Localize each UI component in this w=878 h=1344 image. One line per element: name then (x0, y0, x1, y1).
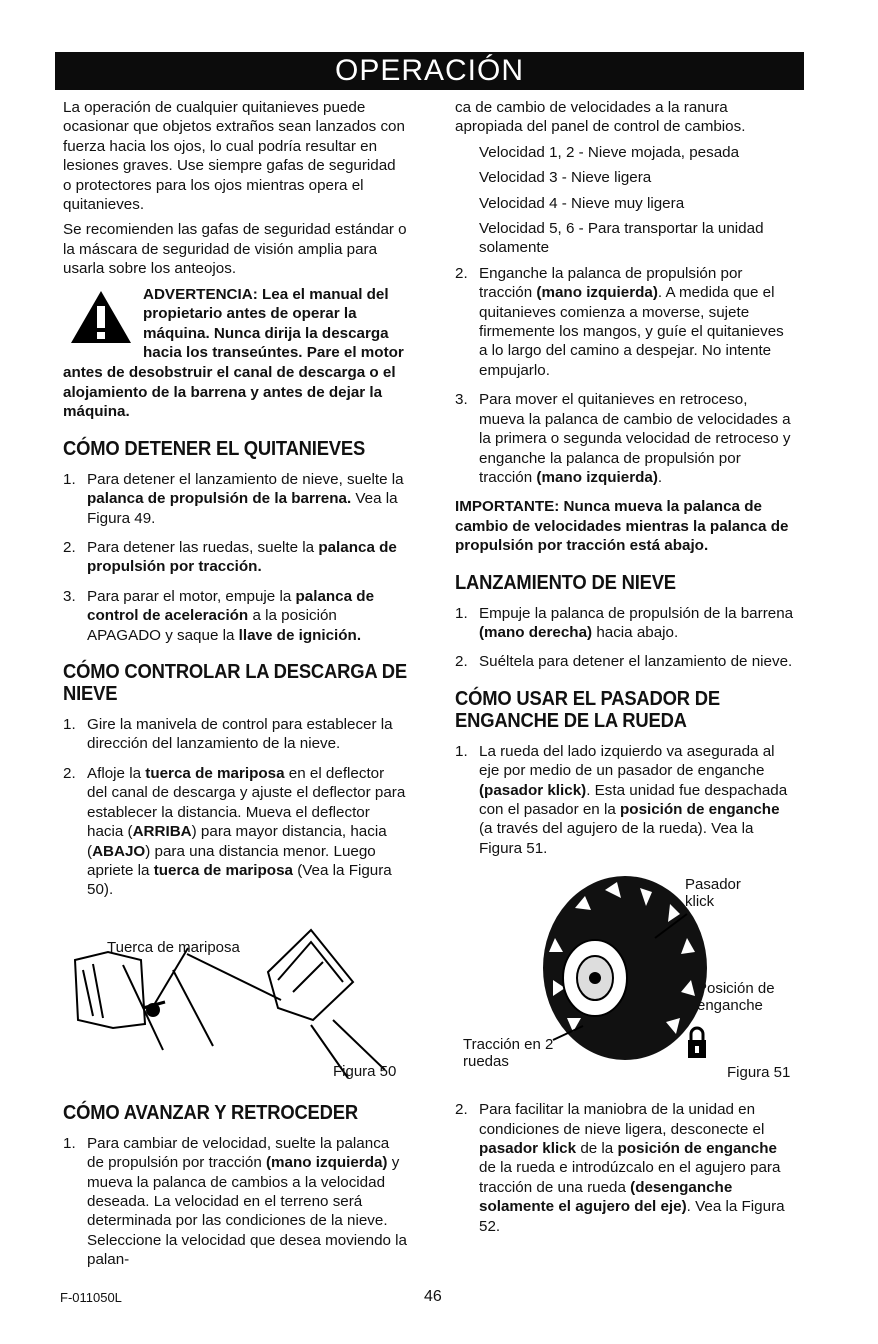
list-text: hacia abajo. (592, 623, 679, 641)
list-number: 2. (63, 764, 76, 782)
page-number: 46 (424, 1288, 442, 1305)
list-bold: (pasador klick) (479, 781, 587, 799)
warning-block (63, 285, 408, 422)
list-text: Afloje la (87, 764, 146, 782)
list-item (63, 715, 408, 754)
list-bold: palanca de propulsión de la barrena. (87, 490, 352, 508)
figure-caption: Figura 50 (333, 1062, 397, 1080)
list-text: . A medida que el quitanieves comienza a moverse, sujete firmemente los mangos, y guíe el quitanieves a lo largo del camino a despejar. No intente empujarlo. (479, 284, 784, 379)
list-text: ) para mayor distancia, hacia ( (87, 823, 387, 860)
list-number: 3. (63, 587, 76, 605)
figure-label-engage-position: Posición de enganche (697, 980, 775, 1015)
list-bold: palanca de propulsión por tracción. (87, 539, 397, 576)
list-text: Para cambiar de velocidad, suelte la palanca de propulsión por tracción (87, 1134, 390, 1172)
list-bold: (mano izquierda) (536, 284, 658, 302)
pin-list (455, 742, 795, 858)
list-number: 1. (455, 604, 468, 622)
list-item (455, 652, 795, 671)
list-text: Enganche la palanca de propulsión por tracción (479, 264, 743, 302)
list-item (63, 470, 408, 528)
list-text: Suéltela para detener el lanzamiento de nieve. (479, 653, 793, 671)
list-text: . Esta unidad fue despachada con el pasador en la (479, 781, 788, 818)
intro-paragraph-2: Se recomienden las gafas de seguridad estándar o la máscara de seguridad de visión amplia para usarla sobre los anteojos. (63, 221, 407, 278)
heading-discharge: CÓMO CONTROLAR LA DESCARGA DE NIEVE (63, 661, 407, 706)
list-number: 1. (63, 470, 76, 488)
speed-line: Velocidad 5, 6 - Para transportar la unidad solamente (479, 220, 764, 257)
list-text: . Vea la Figura 52. (479, 1198, 785, 1235)
advance-list-cont (455, 264, 795, 487)
list-text: Para facilitar la maniobra de la unidad en condiciones de nieve ligera, desconecte el (479, 1101, 765, 1138)
speed-line: Velocidad 1, 2 - Nieve mojada, pesada (479, 143, 740, 161)
heading-throw: LANZAMIENTO DE NIEVE (455, 571, 676, 594)
list-bold: ABAJO (92, 842, 146, 860)
list-number: 3. (455, 391, 468, 409)
throw-list (455, 604, 795, 672)
figure-51 (455, 868, 795, 1088)
figure-50 (63, 920, 408, 1086)
list-text: en el deflector del canal de descarga y ajuste el deflector para establecer la distancia. Mueva el deflector hacia ( (87, 764, 406, 841)
discharge-list (63, 715, 408, 900)
list-item (455, 264, 795, 380)
heading-stop: CÓMO DETENER EL QUITANIEVES (63, 437, 366, 460)
list-bold: (desenganche solamente el agujero del eje) (479, 1178, 733, 1216)
warning-text: ADVERTENCIA: Lea el manual del propietario antes de operar la máquina. Nunca dirija la descarga hacia los transeúntes. Pare el motor antes de desobstruir el canal de descarga o el alojamiento de la barrena y antes de dejar la máquina. (63, 285, 404, 421)
document-code: F-011050L (60, 1290, 122, 1305)
list-text: de la rueda e introdúzcalo en el agujero para tracción de una rueda (479, 1159, 781, 1196)
list-number: 2. (63, 539, 76, 557)
important-note: IMPORTANTE: Nunca mueva la palanca de cambio de velocidades mientras la palanca de propulsión por tracción está abajo. (455, 498, 789, 555)
list-bold: tuerca de mariposa (145, 764, 285, 782)
list-text: ) para una distancia menor. Luego apriete la (87, 842, 376, 879)
list-bold: ARRIBA (132, 823, 192, 841)
list-text: Empuje la palanca de propulsión de la barrena (479, 604, 794, 622)
list-number: 1. (455, 742, 468, 760)
list-text: (Vea la Figura 50). (87, 861, 392, 899)
list-bold: palanca de control de aceleración (87, 587, 375, 625)
list-item (455, 742, 795, 858)
list-text: a la posición APAGADO y saque la (87, 607, 337, 644)
list-number: 2. (455, 264, 468, 282)
pin-list-cont (455, 1100, 795, 1236)
list-number: 2. (455, 1101, 468, 1119)
list-text: . (657, 468, 663, 486)
list-item (63, 587, 408, 645)
warning-triangle-icon (69, 289, 133, 345)
list-number: 1. (63, 716, 76, 734)
list-number: 1. (63, 1134, 76, 1152)
figure-caption: Figura 51 (727, 1064, 791, 1082)
list-item (63, 1134, 408, 1270)
left-column (63, 98, 408, 1280)
heading-advance: CÓMO AVANZAR Y RETROCEDER (63, 1101, 358, 1124)
speed-line: Velocidad 3 - Nieve ligera (479, 169, 652, 187)
list-item (63, 764, 408, 900)
list-bold: posición de enganche (617, 1140, 777, 1157)
figure-label-two-wheel-traction: Tracción en 2 ruedas (463, 1036, 554, 1071)
figure-label-wing-nut: Tuerca de mariposa (107, 938, 240, 956)
list-number: 2. (455, 653, 468, 671)
list-bold: tuerca de mariposa (153, 861, 293, 879)
right-column (455, 98, 795, 1246)
list-text: La rueda del lado izquierdo va asegurada al eje por medio de un pasador de enganche (479, 742, 775, 780)
list-text: Para parar el motor, empuje la (87, 587, 296, 605)
continued-text: ca de cambio de velocidades a la ranura apropiada del panel de control de cambios. (455, 99, 746, 136)
list-bold: (mano izquierda) (536, 468, 658, 486)
list-bold: posición de enganche (620, 800, 780, 818)
list-text: y mueva la palanca de cambios a la velocidad deseada. La velocidad en el terreno será determinada por las condiciones de la nieve. Seleccione la velocidad que desea moviendo la palan- (87, 1154, 407, 1269)
list-item (455, 1100, 795, 1236)
list-text: Para mover el quitanieves en retroceso, mueva la palanca de cambio de velocidades a la primera o segunda velocidad de retroceso y enganche la palanca de propulsión por tracción (479, 391, 791, 486)
list-bold: llave de ignición. (238, 626, 362, 644)
list-item (455, 390, 795, 487)
figure-label-klick-pin: Pasador klick (685, 876, 741, 911)
intro-paragraph: La operación de cualquier quitanieves puede ocasionar que objetos extraños sean lanzados con fuerza hacia los ojos, lo cual podría resultar en lesiones graves. Use siempre gafas de seguridad o protectores para los ojos mientras opera el quitanieves. (63, 99, 405, 214)
heading-pin: CÓMO USAR EL PASADOR DE ENGANCHE DE LA RUEDA (455, 687, 720, 732)
list-bold: (mano izquierda) (265, 1154, 388, 1172)
list-text: Para detener el lanzamiento de nieve, suelte la (87, 470, 404, 488)
list-bold: pasador klick (479, 1140, 577, 1157)
list-text: Gire la manivela de control para establecer la dirección del lanzamiento de la nieve. (87, 716, 393, 753)
list-bold: (mano derecha) (479, 623, 593, 641)
speed-line: Velocidad 4 - Nieve muy ligera (479, 194, 685, 212)
list-text: de la (576, 1140, 618, 1157)
advance-list (63, 1134, 408, 1270)
list-item (455, 604, 795, 643)
list-item (63, 538, 408, 577)
list-text: Vea la Figura 49. (87, 490, 398, 527)
section-title-banner: OPERACIÓN (55, 52, 804, 90)
list-text: Para detener las ruedas, suelte la (87, 539, 319, 557)
stop-list (63, 470, 408, 645)
list-text: (a través del agujero de la rueda). Vea la Figura 51. (479, 820, 754, 857)
